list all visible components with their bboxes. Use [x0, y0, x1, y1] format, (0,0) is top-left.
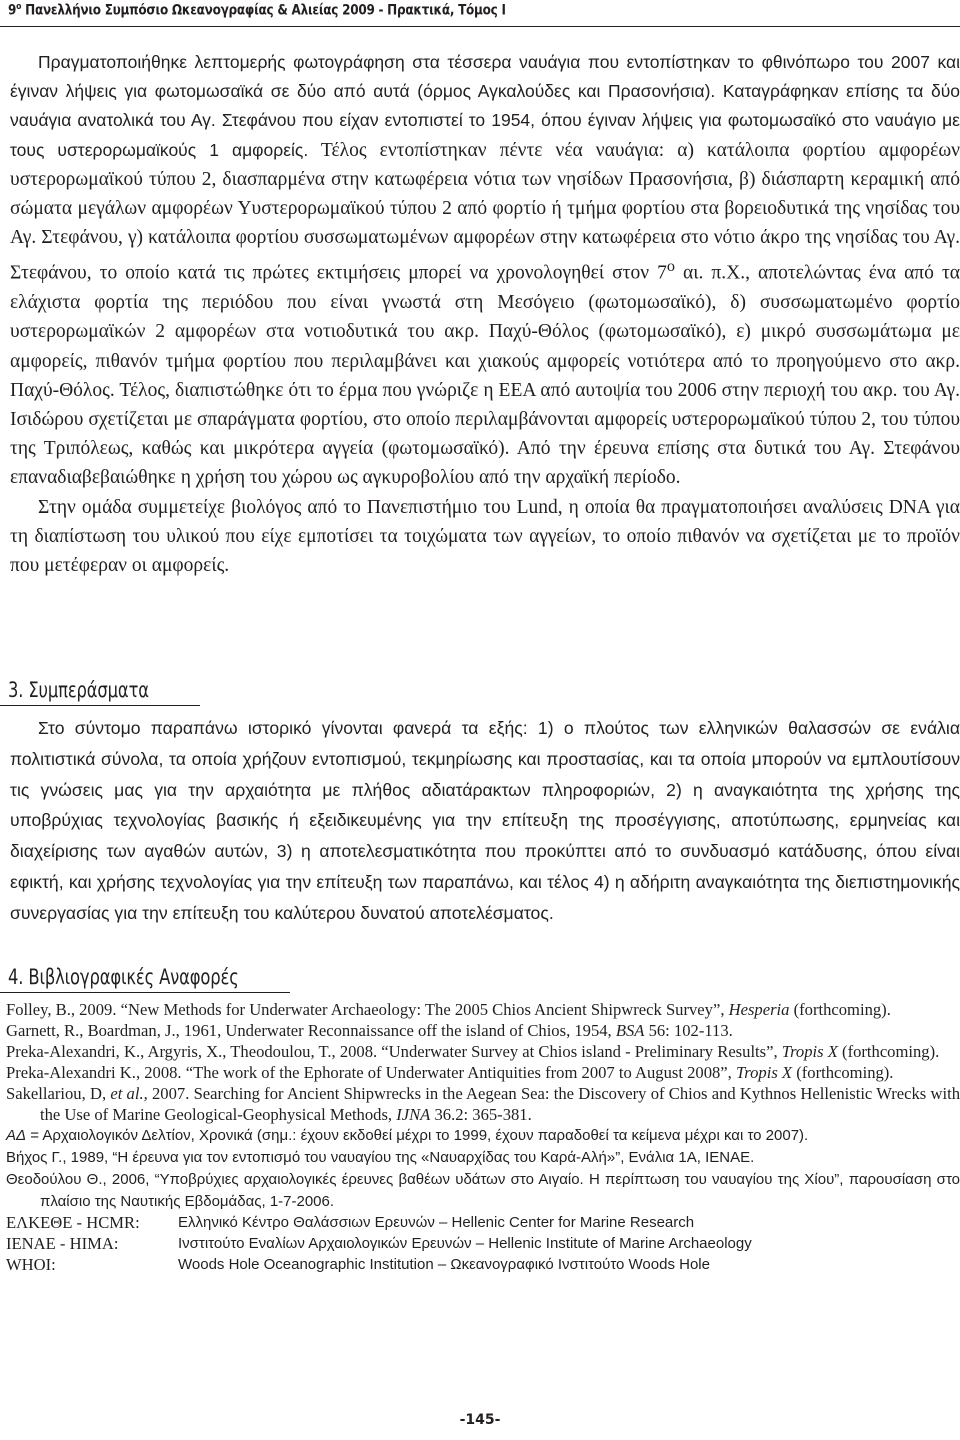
abbreviation-table — [6, 1213, 752, 1276]
paragraph-findings-part1: Πραγματοποιήθηκε λεπτομερής φωτογράφηση στα τέσσερα ναυάγια που εντοπίστηκαν το φθινόπωρο του 2007 και έγιναν λήψεις για φωτομωσαϊκά σε δύο από αυτά (όρμος Αγκαλούδες και Πρασονήσια). Καταγράφηκαν επίσης τα δύο ναυάγια ανατολικά του Αγ. Στεφάνου που είχαν εντοπιστεί το 1954, όπου έγιναν λήψεις για φωτομωσαϊκό στο ναυάγιο με τους υστερορωμαϊκούς 1 αμφορείς. — [10, 52, 960, 160]
reference-item — [6, 1084, 960, 1126]
abbreviation-key: ΕΛΚΕΘΕ - HCMR: — [6, 1213, 140, 1233]
reference-abbreviation: ΑΔ — [6, 1127, 27, 1145]
reference-journal: Hesperia — [728, 1000, 790, 1019]
reference-text: Preka-Alexandri, K., Argyris, X., Theodoulou, T., 2008. “Underwater Survey at Chios island - Preliminary Results”, — [6, 1041, 782, 1061]
paragraph-team: Στην ομάδα συμμετείχε βιολόγος από το Πανεπιστήμιο του Lund, η οποία θα πραγματοποιήσει αναλύσεις DNA για τη διαπίστωση του υλικού που είχε εμποτίσει τα τοιχώματα των αγγείων, το οποίο πιθανόν να σχετίζεται με το προϊόν που μετέφεραν οι αμφορείς. — [10, 496, 960, 576]
abbreviation-value: Ελληνικό Κέντρο Θαλάσσιων Ερευνών – Hellenic Center for Marine Research — [178, 1214, 695, 1232]
paragraph-findings-part3: αι. π.Χ., αποτελώντας ένα από τα ελάχιστα φορτία της περιόδου που είναι γνωστά στη Μεσόγειο (φωτομωσαϊκό), δ) συσσωματωμένο φορτίο υστερορωμαϊκών 2 αμφορέων στα νοτιοδυτικά του ακρ. Παχύ-Θόλος (φωτομωσαϊκό), ε) μικρό συσσωμάτωμα με αμφορείς, πιθανόν τμήμα φορτίου που περιλαμβάνει και χιακούς αμφορείς νοτιότερα από το προηγούμενο στο ακρ. Παχύ-Θόλος. Τέλος, διαπιστώθηκε ότι το έρμα που γνώριζε η ΕΕΑ από αυτοψία του 2006 στην περιοχή του ακρ. του Αγ. Ισιδώρου σχετίζεται με σπαράγματα φορτίου, στο οποίο περιλαμβάνονται αμφορείς υστερορωμαϊκού τύπου 2, του τύπου της Τριπόλεως, καθώς και μικρότερα αγγεία (φωτομωσαϊκό). Από την έρευνα επίσης στα δυτικά του Αγ. Στεφάνου επαναδιαβεβαιώθηκε η χρήση του χώρου ως αγκυροβολίου από την αρχαϊκή περίοδο. — [10, 262, 960, 489]
abbreviation-key: ΙΕΝΑΕ - HIMA: — [6, 1233, 119, 1253]
conclusions-text — [10, 713, 960, 929]
section-heading-conclusions: 3. Συμπεράσματα — [8, 678, 149, 702]
reference-text: = Αρχαιολογικόν Δελτίον, Χρονικά (σημ.: έχουν εκδοθεί μέχρι το 1999, έχουν παραδοθεί τα κείμενα μέχρι και το 2007). — [26, 1127, 809, 1145]
reference-journal: Tropis X — [781, 1041, 838, 1061]
century-superscript: ο — [666, 257, 675, 276]
section-heading-references: 4. Βιβλιογραφικές Αναφορές — [8, 965, 239, 989]
page-number: -145- — [459, 1412, 501, 1428]
reference-text: Θεοδούλου Θ., 2006, “Υποβρύχιες αρχαιολογικές έρευνες βαθέων υδάτων στο Αιγαίο. Η περίπτωση του ναυαγίου της Χίου”, παρουσίαση στο πλαίσιο της Ναυτικής Εβδομάδας, 1-7-2006. — [6, 1171, 960, 1211]
reference-list — [6, 1000, 960, 1276]
reference-journal: Tropis X — [735, 1062, 793, 1082]
header-ordinal-superscript: ο — [16, 2, 22, 12]
paragraph-findings-part2: Τέλος εντοπίστηκαν πέντε νέα ναυάγια: α) κατάλοιπα φορτίου αμφορέων υστερορωμαϊκού τύπου 2, διασπαρμένα στην κατωφέρεια νότια των νησίδων Πρασονήσια, β) διάσπαρτη κεραμική από σώματα μεγάλων αμφορέων Υυστερορωμαϊκού τύπου 2 από φορτίο ή τμήμα φορτίου στα βορειοδυτικά της νησίδας του Αγ. Στεφάνου, γ) κατάλοιπα φορτίου συσσωματωμένων αμφορέων στην κατωφέρεια στο νότιο άκρο της νησίδας του Αγ. Στεφάνου, το οποίο κατά τις πρώτες εκτιμήσεις μπορεί να χρονολογηθεί στον 7 — [10, 139, 960, 284]
reference-text: (forthcoming). — [789, 1000, 891, 1019]
reference-text: 2007. Searching for Ancient Shipwrecks in the Aegean Sea: the Discovery of Chios and Kythnos Hellenistic Wrecks with the Use of Marine Geological-Geophysical Methods, — [40, 1083, 960, 1124]
reference-item — [6, 1000, 960, 1021]
reference-journal: BSA — [615, 1020, 645, 1040]
abbreviation-key: WHOI: — [6, 1254, 56, 1274]
header-title: Πανελλήνιο Συμπόσιο Ωκεανογραφίας & Αλιείας 2009 - Πρακτικά, Τόμος Ι — [21, 2, 506, 19]
reference-text: Preka-Alexandri K., 2008. “The work of the Ephorate of Underwater Antiquities from 2007 to August 2008”, — [6, 1062, 736, 1082]
reference-item — [6, 1147, 960, 1169]
reference-item — [6, 1042, 960, 1063]
body-text — [10, 48, 960, 580]
reference-text: Folley, B., 2009. “New Methods for Underwater Archaeology: The 2005 Chios Ancient Shipwreck Survey”, — [6, 1000, 729, 1019]
section-rule-conclusions — [0, 705, 200, 706]
reference-et-al: et al., — [110, 1083, 148, 1103]
reference-text: 56: 102-113. — [644, 1020, 733, 1040]
paragraph-findings — [10, 48, 960, 493]
reference-text: Garnett, R., Boardman, J., 1961, Underwater Reconnaissance off the island of Chios, 1954, — [6, 1020, 616, 1040]
header-rule — [0, 26, 960, 27]
reference-text: Sakellariou, D, — [6, 1083, 111, 1103]
abbreviation-value: Ινστιτούτο Εναλίων Αρχαιολογικών Ερευνών – Hellenic Institute of Marine Archaeology — [178, 1234, 752, 1252]
reference-text: Βήχος Γ., 1989, “Η έρευνα για τον εντοπισμό του ναυαγίου της «Ναυαρχίδας του Καρά-Αλή»”, Ενάλια 1Α, ΙΕΝΑΕ. — [6, 1149, 755, 1167]
reference-text: (forthcoming). — [837, 1041, 940, 1061]
reference-item — [6, 1125, 960, 1147]
abbreviation-value: Woods Hole Oceanographic Institution – Ωκεανογραφικό Ινστιτούτο Woods Hole — [178, 1255, 710, 1273]
reference-journal: IJNA — [396, 1104, 431, 1124]
reference-item — [6, 1021, 960, 1042]
reference-text: (forthcoming). — [792, 1062, 894, 1082]
header-ordinal: 9 — [8, 2, 17, 19]
section-rule-references — [0, 992, 290, 993]
running-header — [8, 2, 820, 19]
abbreviation-row — [6, 1213, 752, 1234]
reference-item — [6, 1169, 960, 1213]
reference-text: 36.2: 365-381. — [430, 1104, 532, 1124]
abbreviation-row — [6, 1234, 752, 1255]
reference-item — [6, 1063, 960, 1084]
abbreviation-row — [6, 1255, 752, 1276]
paragraph-conclusions: Στο σύντομο παραπάνω ιστορικό γίνονται φανερά τα εξής: 1) ο πλούτος των ελληνικών θαλασσών σε ενάλια πολιτιστικά σύνολα, τα οποία χρήζουν εντοπισμού, τεκμηρίωσης και προστασίας, και τα οποία μπορούν να εμπλουτίσουν τις γνώσεις μας για την αρχαιότητα με πλήθος αδιατάρακτων πληροφοριών, 2) η αναγκαιότητα της χρήσης της υποβρύχιας τεχνολογίας βασικής ή εξειδικευμένης για την επίτευξη της προσέγγισης, αποτύπωσης, ερμηνείας και διαχείρισης των αγαθών αυτών, 3) η αποτελεσματικότητα που προκύπτει από το συνδυασμό κατάδυσης, όπου είναι εφικτή, και χρήσης τεχνολογίας για την επίτευξη των παραπάνω, και τέλος 4) η αδήριτη αναγκαιότητα της διεπιστημονικής συνεργασίας για την επίτευξη του καλύτερου δυνατού αποτελέσματος. — [10, 718, 960, 923]
